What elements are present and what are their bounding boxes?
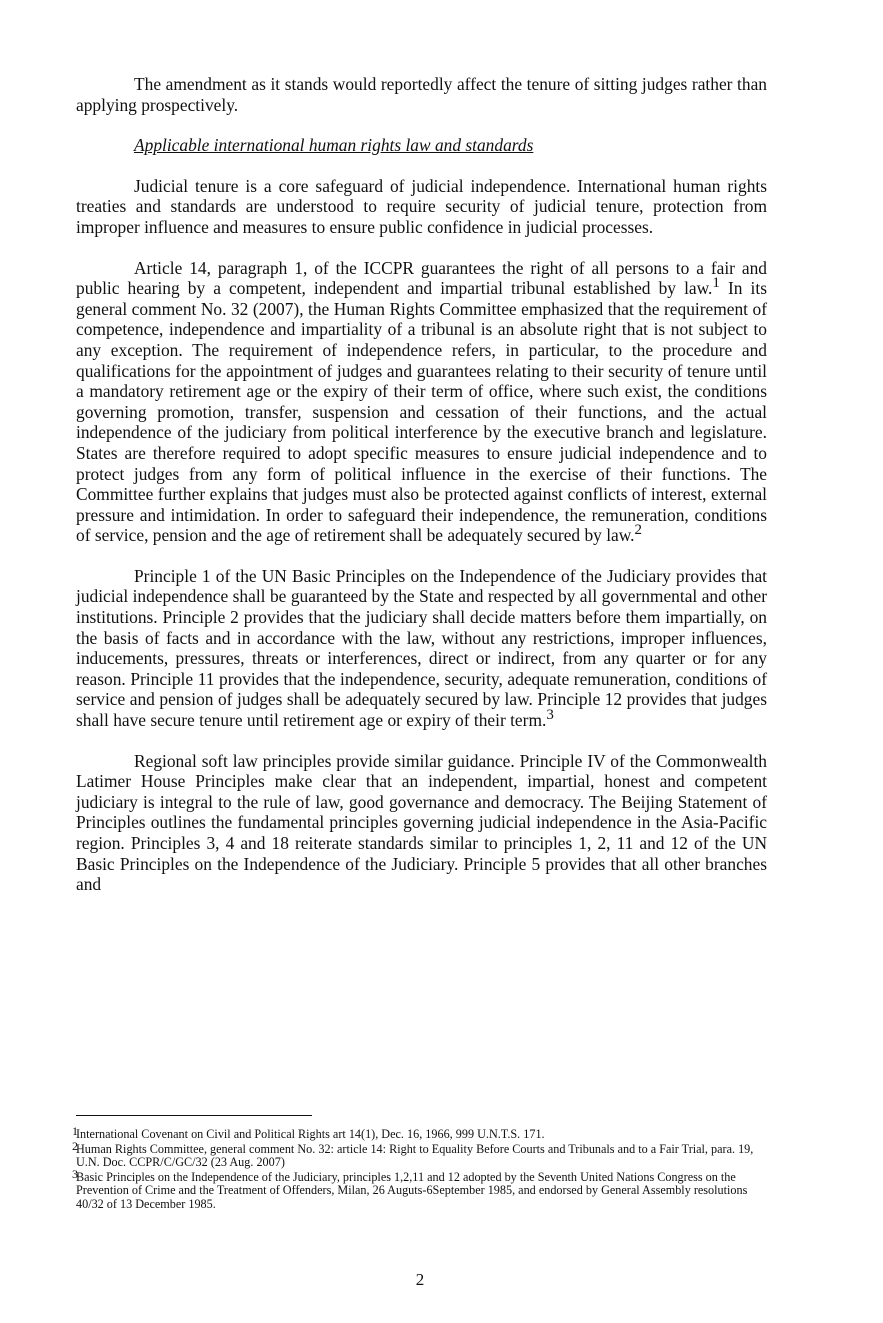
page-number: 2 bbox=[415, 1270, 425, 1289]
footnote-number: 1 bbox=[72, 1124, 78, 1138]
paragraph-un-basic-principles bbox=[76, 566, 767, 731]
paragraph-article-14 bbox=[76, 258, 767, 546]
paragraph-article-14-part-1: Article 14, paragraph 1, of the ICCPR guarantees the right of all persons to a fair and public hearing by a competent, independent and impartial tribunal established by law. bbox=[76, 257, 767, 299]
footnote-text: International Covenant on Civil and Political Rights art 14(1), Dec. 16, 1966, 999 U.N.T.S. 171. bbox=[76, 1127, 545, 1141]
paragraph-un-basic-principles-text: Principle 1 of the UN Basic Principles on the Independence of the Judiciary provides that judicial independence shall be guaranteed by the State and respected by all governmental and other institutions. Principle 2 provides that the judiciary shall decide matters before them impartially, on the basis of facts and in accordance with the law, without any restrictions, improper influences, inducements, pressures, threats or interferences, direct or indirect, from any quarter or for any reason. Principle 11 provides that the independence, security, adequate remuneration, conditions of service and pension of judges shall be adequately secured by law. Principle 12 provides that judges shall have secure tenure until retirement age or expiry of their term. bbox=[76, 565, 767, 731]
footnote-divider bbox=[76, 1115, 312, 1116]
footnote-ref-3[interactable]: 3 bbox=[546, 707, 554, 724]
footnote-number: 3 bbox=[72, 1166, 78, 1181]
footnote-text: Basic Principles on the Independence of the Judiciary, principles 1,2,11 and 12 adopted by the Seventh United Nations Congress on the Prevention of Crime and the Treatment of Offenders, Milan, 26 Auguts-6September 1985, and endorsed by General Assembly resolutions 40/32 of 13 December 1985. bbox=[76, 1169, 748, 1211]
footnote-2 bbox=[72, 1138, 767, 1170]
footnote-3 bbox=[72, 1166, 767, 1212]
section-heading: Applicable international human rights law and standards bbox=[134, 135, 534, 156]
document-body bbox=[76, 74, 767, 895]
footnote-ref-2[interactable]: 2 bbox=[634, 522, 643, 539]
footnote-ref-1[interactable]: 1 bbox=[712, 275, 720, 292]
footnote-1 bbox=[72, 1124, 767, 1142]
paragraph-judicial-tenure: Judicial tenure is a core safeguard of judicial independence. International human rights treaties and standards are understood to require security of judicial tenure, protection from improper influence and measures to ensure public confidence in judicial processes. bbox=[76, 175, 767, 237]
paragraph-regional-principles: Regional soft law principles provide similar guidance. Principle IV of the Commonwealth Latimer House Principles make clear that an independent, impartial, honest and competent judiciary is integral to the rule of law, good governance and democracy. The Beijing Statement of Principles outlines the fundamental principles governing judicial independence in the Asia-Pacific region. Principles 3, 4 and 18 reiterate standards similar to principles 1, 2, 11 and 12 of the UN Basic Principles on the Independence of the Judiciary. Principle 5 provides that all other branches and bbox=[76, 750, 767, 895]
footnote-number: 2 bbox=[72, 1138, 78, 1153]
footnotes bbox=[72, 1124, 767, 1213]
paragraph-article-14-part-2: In its general comment No. 32 (2007), the Human Rights Committee emphasized that the requirement of competence, independence and impartiality of a tribunal is an absolute right that is not subject to any exception. The requirement of independence refers, in particular, to the procedure and qualifications for the appointment of judges and guarantees relating to their security of tenure until a mandatory retirement age or the expiry of their term of office, where such exist, the conditions governing promotion, transfer, suspension and cessation of their functions, and the actual independence of the judiciary from political interference by the executive branch and legislature. States are therefore required to adopt specific measures to ensure judicial independence and to protect judges from any form of political influence in the exercise of their functions. The Committee further explains that judges must also be protected against conflicts of interest, external pressure and intimidation. In order to safeguard their independence, the remuneration, conditions of service, pension and the age of retirement shall be adequately secured by law. bbox=[76, 278, 767, 546]
paragraph-amendment: The amendment as it stands would reportedly affect the tenure of sitting judges rather than applying prospectively. bbox=[76, 74, 767, 115]
footnote-text: Human Rights Committee, general comment No. 32: article 14: Right to Equality Before Courts and Tribunals and to a Fair Trial, para. 19, U.N. Doc. CCPR/C/GC/32 (23 Aug. 2007) bbox=[76, 1141, 754, 1170]
